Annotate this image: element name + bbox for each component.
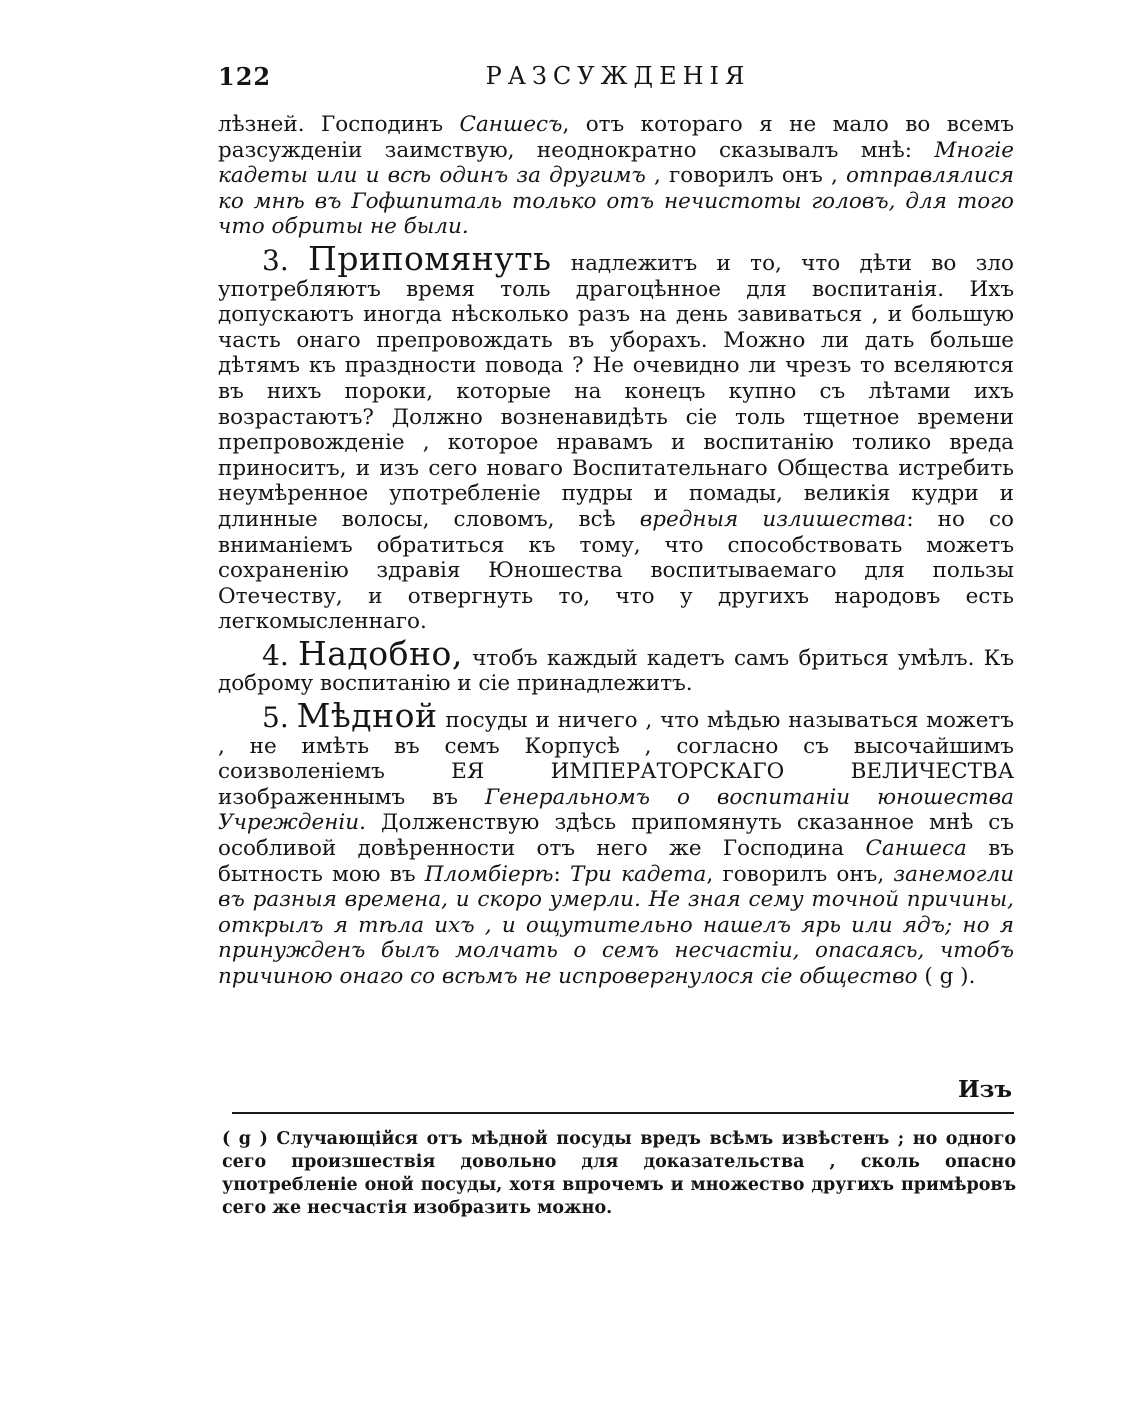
catchword: Изъ xyxy=(957,1076,1012,1103)
text-run: , говорилъ онъ, xyxy=(706,861,894,887)
paragraph-lead-word: Припомянуть xyxy=(308,238,552,278)
footnote-divider xyxy=(232,1112,1014,1114)
footnote-reference: ( g ). xyxy=(917,964,976,989)
text-run: посуды и ничего , что мѣдью называться можетъ , не имѣть въ семъ Корпусѣ , согласно съ высочайшимъ соизволеніемъ ЕЯ ИМПЕРАТОРСКАГО ВЕЛИЧЕСТВА изображеннымъ въ xyxy=(218,708,1014,810)
text-run: въ бытность мою въ xyxy=(218,836,1014,887)
page-header xyxy=(218,62,1018,98)
paragraph-lead-word: Мѣдной xyxy=(296,696,438,736)
paragraph-number: 4. xyxy=(262,638,289,672)
text-run: лѣзней. Господинъ xyxy=(218,112,460,137)
text-run: надлежитъ и то, что дѣти во зло употребляютъ время толь драгоцѣнное для воспитанія. Ихъ допускаютъ иногда нѣсколько разъ на день завиваться , и большую часть онаго препровождать въ уборахъ. Можно ли дать больше дѣтямъ къ праздности повода ? Не очевидно ли чрезъ то вселяются въ нихъ пороки, которые на конецъ купно съ лѣтами ихъ возрастаютъ? Должно возненавидѣть сіе толь тщетное времени препровожденіе , которое нравамъ и воспитанію толико вреда приноситъ, и изъ сего новаго Воспитательнаго Общества истребить неумѣренное употребленіе пудры и помады, великія кудри и длинные волосы, словомъ, всѣ xyxy=(218,250,1014,532)
paragraph-3 xyxy=(218,238,1014,635)
paragraph-5 xyxy=(218,696,1015,990)
page-number: 122 xyxy=(218,62,272,91)
italic-quote: Три кадета xyxy=(569,861,707,887)
italic-quote: занемогли въ разныя времена, и скоро умерли. Не зная сему точной причины, открылъ я тѣла ихъ , и ощутительно нашелъ ярь или ядъ; но я принужденъ былъ молчать о семъ несчастіи, опасаясь, чтобъ причиною онаго со всѣмъ не испровергнулося сіе общество xyxy=(218,861,1015,989)
paragraph-continuation xyxy=(218,112,1014,240)
italic-name: Саншеса xyxy=(865,836,967,862)
main-text xyxy=(218,112,1014,990)
italic-quote: отправлялися ко мнѣ въ Гофшпиталь только отъ нечистоты головъ, для того что обриты не были. xyxy=(218,163,1014,240)
running-title: РАЗСУЖДЕНІЯ xyxy=(485,62,751,90)
paragraph-lead-word: Надобно, xyxy=(297,633,463,673)
text-run: , отъ котораго я не мало во всемъ разсужденіи заимствую, неоднократно сказывалъ мнѣ: xyxy=(218,112,1014,163)
italic-name: Саншесъ xyxy=(459,112,563,137)
text-run: : но со вниманіемъ обратиться къ тому, что способствовать можетъ сохраненію здравія Юношества воспитываемаго для пользы Отечеству, и отвергнуть то, что у другихъ народовъ есть легкомысленнаго. xyxy=(218,506,1014,635)
footnote xyxy=(222,1128,1016,1220)
paragraph-number: 5. xyxy=(262,701,289,735)
text-run: : xyxy=(553,861,570,887)
italic-place: Пломбіерѣ xyxy=(424,861,554,887)
footnote-text: ( g ) Случающійся отъ мѣдной посуды вредъ всѣмъ извѣстенъ ; но одного сего произшествія довольно для доказательства , сколь опасно употребленіе оной посуды, хотя впрочемъ и множество другихъ примѣровъ сего же несчастія изобразить можно. xyxy=(222,1129,1016,1218)
paragraph-number: 3. xyxy=(262,243,289,277)
text-run: чтобъ каждый кадетъ самъ бриться умѣлъ. Къ доброму воспитанію и сіе принадлежитъ. xyxy=(218,645,1014,697)
italic-title: Генеральномъ о воспитаніи юношества Учрежденіи xyxy=(218,784,1015,836)
text-run: . Долженствую здѣсь припомянуть сказанное мнѣ съ особливой довѣренности отъ него же Господина xyxy=(218,810,1014,862)
paragraph-4 xyxy=(218,633,1014,697)
italic-quote: Многіе кадеты или и всѣ одинъ за другимъ xyxy=(218,137,1014,189)
italic-phrase: вредныя излишества xyxy=(639,506,907,532)
text-run: , говорилъ онъ , xyxy=(645,163,846,189)
